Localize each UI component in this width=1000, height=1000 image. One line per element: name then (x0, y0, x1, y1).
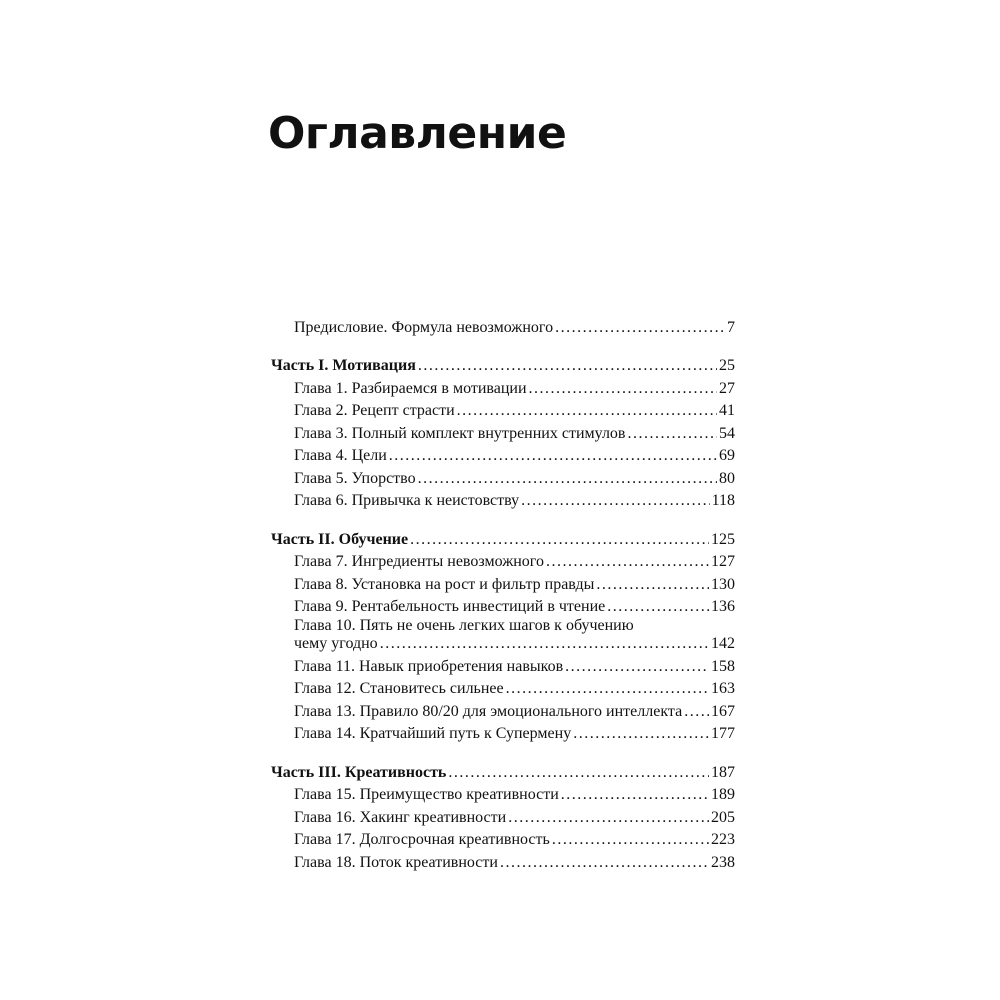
toc-chapter-12[interactable] (271, 676, 735, 699)
dot-leader (506, 680, 709, 698)
toc-chapter-14[interactable] (271, 721, 735, 744)
dot-leader (521, 492, 709, 510)
toc-entry-label: Глава 7. Ингредиенты невозможного (294, 553, 544, 570)
toc-entry-preface[interactable] (271, 314, 735, 337)
dot-leader (684, 703, 709, 721)
dot-leader (418, 357, 717, 375)
toc-chapter-13[interactable] (271, 698, 735, 721)
toc-entry-label: Глава 12. Становитесь сильнее (294, 680, 504, 697)
toc-chapter-10[interactable] (271, 616, 735, 653)
dot-leader (508, 809, 709, 827)
toc-chapter-4[interactable] (271, 443, 735, 466)
toc-part-label: Часть II. Обучение (271, 530, 409, 548)
dot-leader (561, 786, 709, 804)
toc-chapter-15[interactable] (271, 782, 735, 805)
toc-part-label: Часть III. Креативность (271, 763, 447, 781)
toc-entry-label: Глава 1. Разбираемся в мотивации (294, 379, 527, 397)
dot-leader (500, 854, 709, 872)
dot-leader (410, 531, 709, 549)
toc-entry-label: Глава 10. Пять не очень легких шагов к обучению (294, 617, 634, 634)
toc-chapter-16[interactable] (271, 804, 735, 827)
dot-leader (529, 380, 717, 398)
toc-entry-label: Глава 3. Полный комплект внутренних стимулов (294, 424, 626, 442)
toc-entry-label: Глава 17. Долгосрочная креативность (294, 831, 550, 848)
toc-page-number: 177 (711, 725, 735, 742)
dot-leader (596, 576, 709, 594)
toc-page-number: 127 (711, 553, 735, 570)
toc-entry-label: Глава 14. Кратчайший путь к Супермену (294, 725, 572, 742)
toc-page-number: 167 (711, 702, 735, 720)
toc-page-number: 189 (711, 786, 735, 803)
toc-part-1[interactable] (271, 353, 735, 376)
toc-chapter-3[interactable] (271, 420, 735, 443)
toc-page-number: 41 (719, 402, 735, 419)
toc-page-number: 69 (719, 447, 735, 464)
table-of-contents (271, 314, 735, 872)
toc-page-number: 118 (711, 492, 735, 509)
toc-part-3[interactable] (271, 759, 735, 782)
dot-leader (627, 425, 717, 443)
toc-entry-label: Глава 6. Привычка к неистовству (294, 492, 520, 509)
toc-page-number: 205 (711, 808, 735, 826)
toc-page-number: 187 (711, 763, 735, 781)
toc-page-number: 136 (711, 598, 735, 615)
toc-page-number: 163 (711, 680, 735, 697)
dot-leader (555, 319, 725, 337)
toc-page-number: 158 (711, 657, 735, 675)
toc-page-number: 27 (719, 379, 735, 397)
toc-chapter-1[interactable] (271, 375, 735, 398)
toc-page-number: 130 (711, 575, 735, 593)
toc-page-number: 238 (711, 853, 735, 871)
toc-entry-label: Глава 5. Упорство (294, 469, 416, 487)
toc-entry-label: Предисловие. Формула невозможного (294, 318, 554, 336)
toc-page-number: 25 (719, 357, 735, 374)
toc-entry-label: Глава 16. Хакинг креативности (294, 808, 507, 826)
dot-leader (457, 402, 717, 420)
dot-leader (380, 635, 709, 653)
toc-page-number: 7 (727, 318, 735, 336)
dot-leader (607, 598, 709, 616)
toc-entry-label: Глава 18. Поток креативности (294, 853, 498, 871)
toc-entry-label: Глава 2. Рецепт страсти (294, 402, 455, 419)
toc-page-number: 223 (711, 831, 735, 848)
toc-page-number: 80 (719, 469, 735, 487)
toc-part-2[interactable] (271, 526, 735, 549)
toc-chapter-5[interactable] (271, 465, 735, 488)
toc-chapter-9[interactable] (271, 594, 735, 617)
toc-page-number: 142 (711, 635, 735, 652)
dot-leader (546, 553, 709, 571)
toc-chapter-6[interactable] (271, 488, 735, 511)
toc-chapter-7[interactable] (271, 549, 735, 572)
toc-entry-label: Глава 9. Рентабельность инвестиций в чтение (294, 598, 606, 615)
toc-entry-label-continued: чему угодно (294, 635, 378, 652)
page-title: Оглавление (268, 108, 567, 159)
toc-chapter-8[interactable] (271, 571, 735, 594)
dot-leader (573, 725, 709, 743)
toc-chapter-18[interactable] (271, 849, 735, 872)
toc-entry-label: Глава 13. Правило 80/20 для эмоционального интеллекта (294, 702, 683, 720)
dot-leader (448, 764, 709, 782)
toc-entry-label: Глава 8. Установка на рост и фильтр правды (294, 575, 595, 593)
toc-chapter-11[interactable] (271, 653, 735, 676)
toc-page-number: 125 (711, 530, 735, 548)
toc-part-label: Часть I. Мотивация (271, 357, 416, 374)
toc-chapter-2[interactable] (271, 398, 735, 421)
toc-entry-label: Глава 15. Преимущество креативности (294, 786, 559, 803)
toc-chapter-17[interactable] (271, 827, 735, 850)
toc-page-number: 54 (719, 424, 735, 442)
dot-leader (552, 831, 709, 849)
dot-leader (389, 447, 717, 465)
dot-leader (565, 658, 709, 676)
toc-entry-label: Глава 11. Навык приобретения навыков (294, 657, 564, 675)
toc-entry-label: Глава 4. Цели (294, 447, 387, 464)
dot-leader (418, 470, 717, 488)
